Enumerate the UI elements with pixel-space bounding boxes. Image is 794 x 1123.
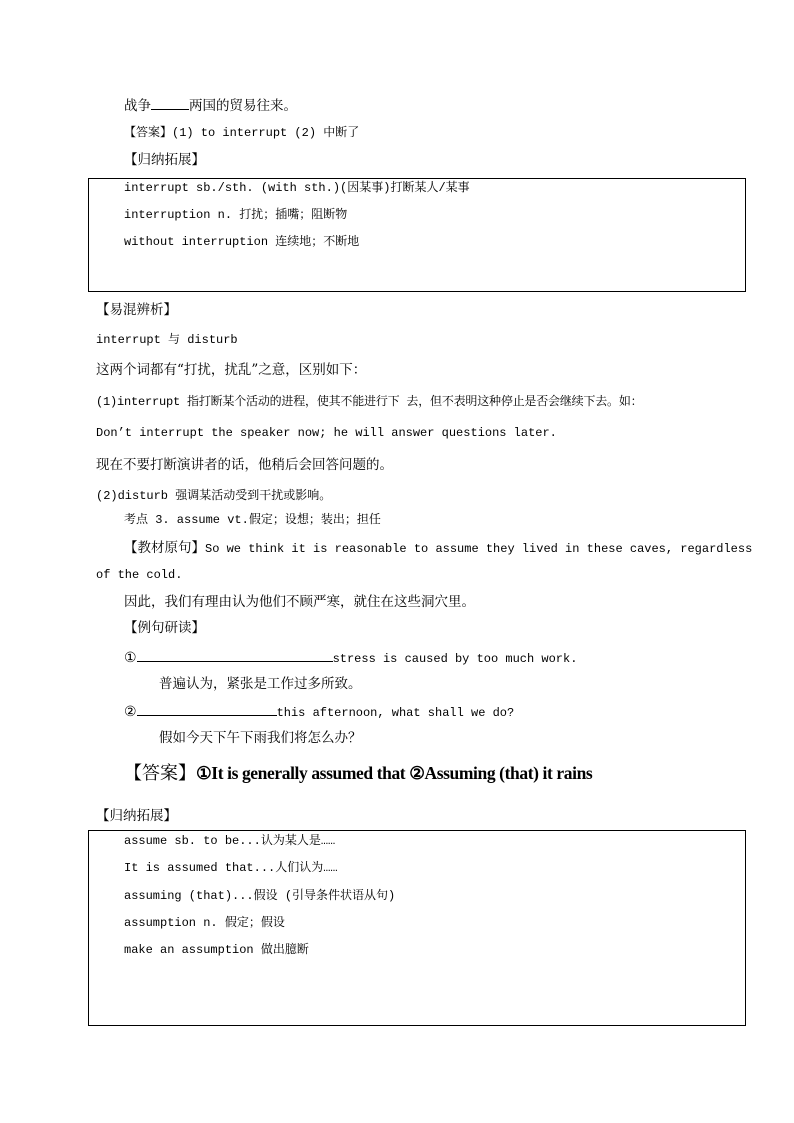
confusion-example-en: Don’t interrupt the speaker now; he will answer questions later. <box>96 426 557 440</box>
box1-item: interruption n. 打扰；插嘴；阻断物 <box>124 208 348 222</box>
answer-label: 【答案】 <box>124 763 196 784</box>
blank-line <box>151 95 189 110</box>
example-2 <box>124 701 514 723</box>
confusion-words: interrupt 与 disturb <box>96 333 238 347</box>
original-sentence <box>124 538 752 559</box>
box2-item: It is assumed that...人们认为…… <box>124 861 338 875</box>
confusion-point-2: (2)disturb 强调某活动受到干扰或影响。 <box>96 489 332 503</box>
original-en-2: of the cold. <box>96 568 183 582</box>
example-1 <box>124 647 577 669</box>
original-label: 【教材原句】 <box>124 540 205 556</box>
example-1-cn: 普遍认为，紧张是工作过多所致。 <box>159 676 362 692</box>
summary-title-1: 【归纳拓展】 <box>124 152 205 168</box>
box2-item: assuming (that)...假设 (引导条件状语从句) <box>124 889 396 903</box>
box1-item: without interruption 连续地；不断地 <box>124 235 360 249</box>
example-title: 【例句研读】 <box>124 620 205 636</box>
answer-line-1: 【答案】(1) to interrupt (2) 中断了 <box>124 126 360 140</box>
box1-item: interrupt sb./sth. (with sth.)(因某事)打断某人/某事 <box>124 181 470 195</box>
box2-item: make an assumption 做出臆断 <box>124 943 309 957</box>
example-2-cn: 假如今天下午下雨我们将怎么办？ <box>159 730 362 746</box>
example-2-number: ② <box>124 705 137 721</box>
original-cn: 因此，我们有理由认为他们不顾严寒，就住在这些洞穴里。 <box>124 594 475 610</box>
fill-blank-sentence <box>124 95 297 116</box>
confusion-point-1: (1)interrupt 指打断某个活动的进程，使其不能进行下 去，但不表明这种停止是否会继续下去。如： <box>96 395 643 409</box>
confusion-intro: 这两个词都有“打扰，扰乱”之意，区别如下： <box>96 362 367 378</box>
example-1-number: ① <box>124 651 137 667</box>
example-1-en: stress is caused by too much work. <box>332 652 578 666</box>
blank-line <box>137 701 277 716</box>
answer-text: ①It is generally assumed that ②Assuming (that) it rains <box>196 763 593 783</box>
confusion-title: 【易混辨析】 <box>96 302 177 318</box>
confusion-example-cn: 现在不要打断演讲者的话，他稍后会回答问题的。 <box>96 457 393 473</box>
answer-line-2 <box>124 761 592 787</box>
kaodian-heading: 考点 3. assume vt.假定；设想；装出；担任 <box>124 513 381 527</box>
box2-item: assumption n. 假定；假设 <box>124 916 285 930</box>
example-2-en: this afternoon, what shall we do? <box>276 706 515 720</box>
blank-line <box>137 647 333 662</box>
summary-title-2: 【归纳拓展】 <box>96 808 177 824</box>
box2-item: assume sb. to be...认为某人是…… <box>124 834 336 848</box>
original-en-1: So we think it is reasonable to assume they lived in these caves, regardless <box>205 542 753 556</box>
sentence-suffix: 两国的贸易往来。 <box>189 98 297 114</box>
sentence-prefix: 战争 <box>124 98 151 114</box>
